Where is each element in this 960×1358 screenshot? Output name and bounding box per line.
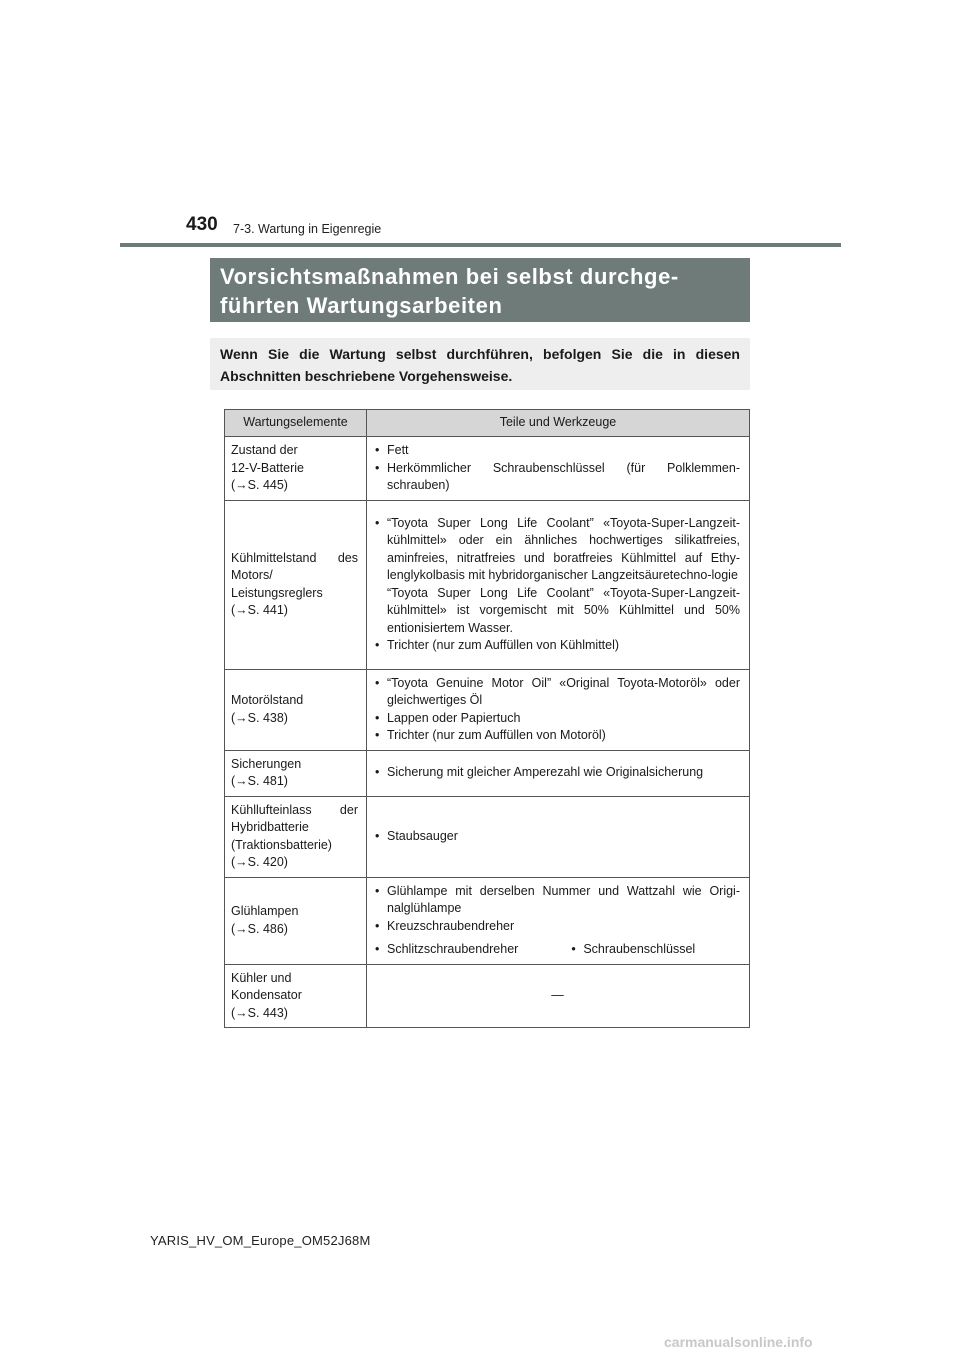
item-line: 12-V-Batterie [231,460,304,475]
item-cell [225,964,367,1028]
watermark: carmanualsonline.info [664,1334,813,1350]
item-cell [225,877,367,964]
list-item: • Herkömmlicher Schraubenschlüssel (für Polklemmen-schrauben) [375,460,740,495]
page-ref-link: (→S. 486) [231,921,288,936]
inline-bullet-row [375,941,740,959]
table-row [225,796,750,877]
list-item: • Trichter (nur zum Auffüllen von Motoröl) [375,727,740,745]
tools-cell [367,500,750,669]
table-row [225,669,750,750]
page-ref-link: (→S. 445) [231,478,288,492]
item-cell [225,796,367,877]
item-line: Leistungsreglers [231,585,323,600]
list-item: • Lappen oder Papiertuch [375,710,740,728]
list-item: • Trichter (nur zum Auffüllen von Kühlmittel) [375,637,740,655]
list-item: • Fett [375,442,740,460]
table-row [225,964,750,1028]
table-row [225,500,750,669]
tools-cell [367,877,750,964]
page-ref-link: (→S. 420) [231,855,288,869]
list-item: • Sicherung mit gleicher Amperezahl wie Originalsicherung [375,764,740,782]
item-cell [225,437,367,501]
intro-text: Wenn Sie die Wartung selbst durchführen, befolgen Sie die in diesen Abschnitten beschriebene Vorgehensweise. [210,338,750,390]
item-line: Kühlmittelstand des Motors/ [231,550,358,582]
tools-cell [367,750,750,796]
document-code: YARIS_HV_OM_Europe_OM52J68M [150,1233,371,1248]
item-cell [225,750,367,796]
item-line: Kondensator [231,988,302,1002]
page-ref-link: (→S. 441) [231,603,288,617]
table-row [225,437,750,501]
item-cell [225,500,367,669]
table-row [225,750,750,796]
item-line: Sicherungen [231,756,302,771]
section-reference: 7-3. Wartung in Eigenregie [233,222,382,236]
page-number: 430 [186,214,218,235]
list-item: • Schraubenschlüssel [571,941,695,959]
header-parts-tools: Teile und Werkzeuge [367,410,750,437]
list-item: • “Toyota Genuine Motor Oil” «Original Toyota-Motoröl» oder gleichwertiges Öl [375,675,740,710]
tools-cell-empty [367,964,750,1028]
item-line: (Traktionsbatterie) [231,837,332,852]
section-title-line-2: führten Wartungsarbeiten [220,293,503,318]
maintenance-table [224,409,750,1028]
page-ref-link: (→S. 443) [231,1005,288,1020]
item-line: Kühler und [231,970,292,985]
header-maintenance-items: Wartungselemente [225,410,367,437]
item-line: Motorölstand [231,693,304,707]
section-title-line-1: Vorsichtsmaßnahmen bei selbst durchge- [220,264,679,289]
table-header-row [225,410,750,437]
table-row [225,877,750,964]
item-line: Zustand der [231,443,298,457]
list-item: • Schlitzschraubendreher [375,941,518,959]
tools-cell [367,796,750,877]
item-cell [225,669,367,750]
item-line: Glühlampen [231,904,299,918]
tools-cell [367,437,750,501]
list-item: • Kreuzschraubendreher [375,918,740,936]
section-title [210,258,750,322]
page-ref-link: (→S. 481) [231,774,288,788]
list-item: • Staubsauger [375,828,740,846]
page-ref-link: (→S. 438) [231,710,288,725]
no-tools-dash: — [551,988,564,1002]
header-divider [120,243,841,247]
list-item: • Glühlampe mit derselben Nummer und Wattzahl wie Origi-nalglühlampe [375,883,740,918]
item-line: Kühllufteinlass der Hybridbatterie [231,802,358,834]
list-item: • “Toyota Super Long Life Coolant” «Toyota-Super-Langzeit-kühlmittel» oder ein ähnliches hochwertiges silikatfreies, aminfreies, nitratfreies und boratfreies Kühlmittel auf Ethy-lenglykolbasis mit hybridorganischer Langzeitsäuretechno-logie “Toyota Super Long Life Coolant” «Toyota-Super-Langzeit-kühlmittel» ist vorgemischt mit 50% Kühlmittel und 50% entionisiertem Wasser. [375,515,740,638]
tools-cell [367,669,750,750]
